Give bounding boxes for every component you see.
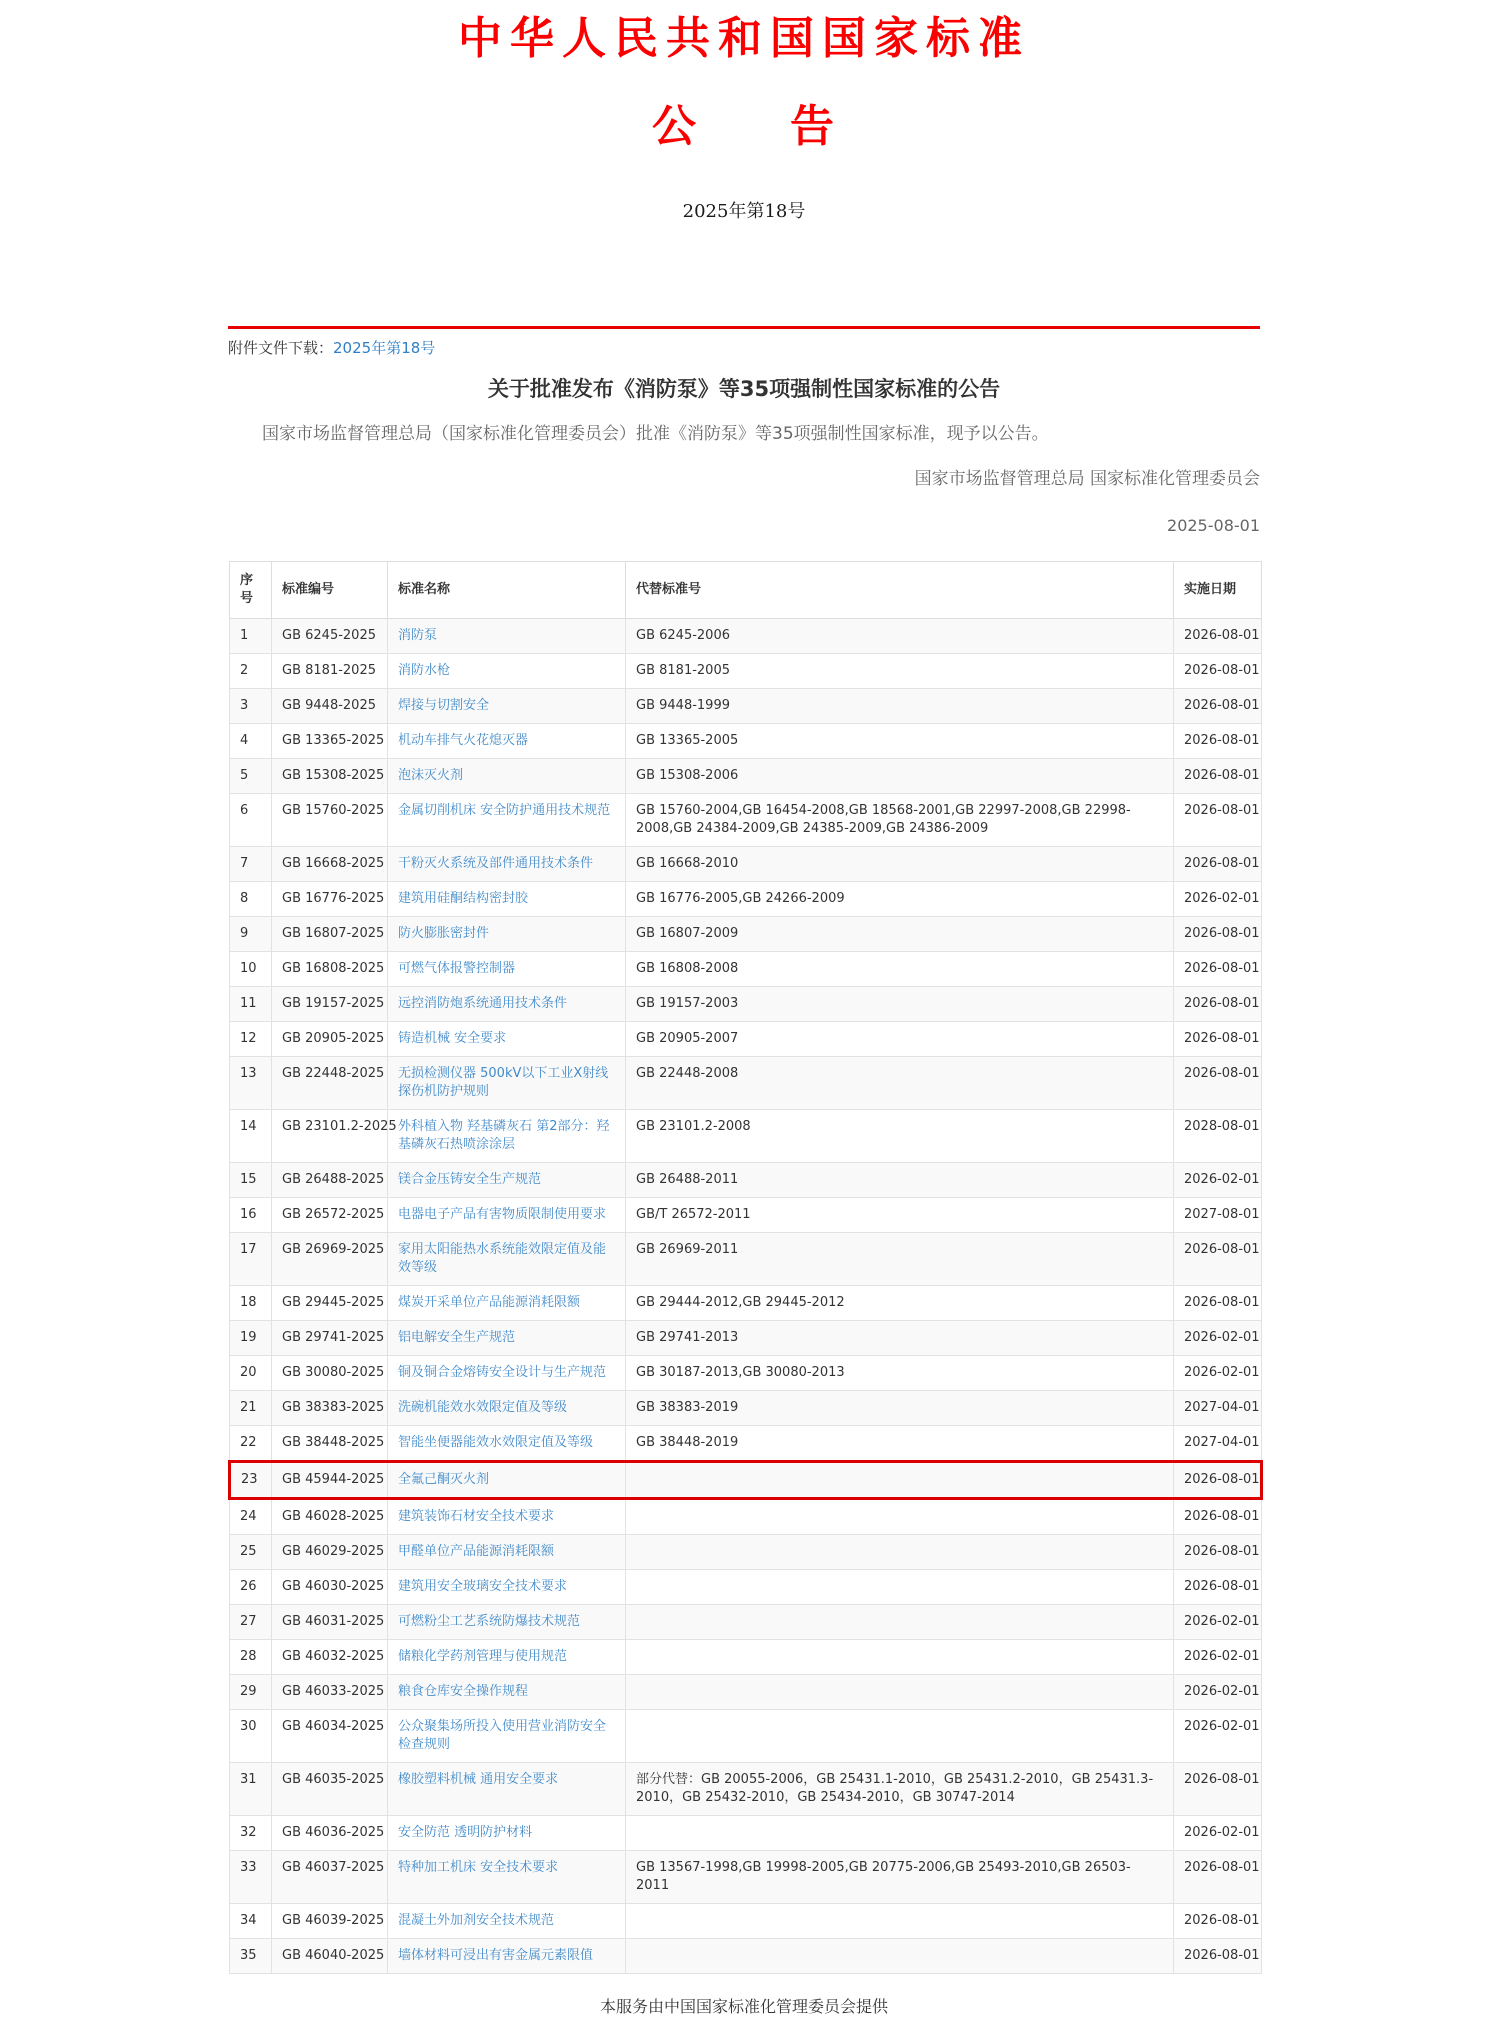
cell-standard-code: GB 46039-2025 — [272, 1904, 388, 1939]
cell-standard-name — [388, 724, 626, 759]
cell-implementation-date: 2026-02-01 — [1174, 1163, 1262, 1198]
table-row — [230, 794, 1262, 847]
cell-replaced-standards — [626, 1570, 1174, 1605]
table-row — [230, 1851, 1262, 1904]
cell-implementation-date: 2026-08-01 — [1174, 1763, 1262, 1816]
cell-replaced-standards: GB 8181-2005 — [626, 654, 1174, 689]
cell-replaced-standards — [626, 1939, 1174, 1974]
table-row — [230, 987, 1262, 1022]
cell-standard-code: GB 46032-2025 — [272, 1640, 388, 1675]
standards-table — [228, 561, 1263, 1974]
standard-name-link[interactable]: 防火膨胀密封件 — [398, 926, 490, 941]
cell-standard-code: GB 26969-2025 — [272, 1233, 388, 1286]
cell-replaced-standards: GB 6245-2006 — [626, 619, 1174, 654]
cell-standard-code: GB 15308-2025 — [272, 759, 388, 794]
cell-implementation-date: 2026-08-01 — [1174, 1570, 1262, 1605]
cell-implementation-date: 2026-08-01 — [1174, 1904, 1262, 1939]
standard-name-link[interactable]: 全氟己酮灭火剂 — [398, 1472, 490, 1487]
cell-standard-code: GB 16776-2025 — [272, 882, 388, 917]
cell-index: 31 — [230, 1763, 272, 1816]
table-row — [230, 952, 1262, 987]
cell-standard-code: GB 16808-2025 — [272, 952, 388, 987]
standard-name-link[interactable]: 远控消防炮系统通用技术条件 — [398, 996, 568, 1011]
table-row — [230, 1499, 1262, 1535]
cell-implementation-date: 2026-08-01 — [1174, 1535, 1262, 1570]
cell-standard-name — [388, 1110, 626, 1163]
cell-implementation-date: 2026-02-01 — [1174, 1675, 1262, 1710]
cell-standard-name — [388, 759, 626, 794]
standard-name-link[interactable]: 泡沫灭火剂 — [398, 768, 464, 783]
cell-implementation-date: 2026-08-01 — [1174, 1022, 1262, 1057]
cell-index: 3 — [230, 689, 272, 724]
cell-standard-code: GB 29741-2025 — [272, 1321, 388, 1356]
table-row — [230, 1675, 1262, 1710]
cell-standard-name — [388, 987, 626, 1022]
standards-table-body — [230, 619, 1262, 1974]
cell-implementation-date: 2026-02-01 — [1174, 1321, 1262, 1356]
standards-table-header-row — [230, 562, 1262, 619]
cell-index: 10 — [230, 952, 272, 987]
table-row — [230, 917, 1262, 952]
cell-index: 2 — [230, 654, 272, 689]
cell-standard-name — [388, 689, 626, 724]
cell-standard-code: GB 26488-2025 — [272, 1163, 388, 1198]
cell-standard-code: GB 38383-2025 — [272, 1391, 388, 1426]
cell-replaced-standards: GB 16776-2005,GB 24266-2009 — [626, 882, 1174, 917]
cell-replaced-standards — [626, 1710, 1174, 1763]
cell-index: 25 — [230, 1535, 272, 1570]
table-row — [230, 1286, 1262, 1321]
attachment-row — [228, 338, 1260, 358]
cell-replaced-standards — [626, 1904, 1174, 1939]
standard-name-link[interactable]: 外科植入物 羟基磷灰石 第2部分：羟基磷灰石热喷涂涂层 — [398, 1119, 610, 1152]
table-row — [230, 1904, 1262, 1939]
issue-number: 2025年第18号 — [682, 201, 806, 222]
cell-index: 35 — [230, 1939, 272, 1974]
table-row — [230, 1710, 1262, 1763]
notice-title: 公 告 — [652, 101, 836, 152]
cell-standard-code: GB 16668-2025 — [272, 847, 388, 882]
cell-replaced-standards: GB 15760-2004,GB 16454-2008,GB 18568-2001,GB 22997-2008,GB 22998-2008,GB 24384-2009,GB 24385-2009,GB 24386-2009 — [626, 794, 1174, 847]
cell-standard-name — [388, 1022, 626, 1057]
table-row — [230, 1198, 1262, 1233]
table-row — [230, 882, 1262, 917]
cell-standard-code: GB 20905-2025 — [272, 1022, 388, 1057]
cell-replaced-standards: GB 20905-2007 — [626, 1022, 1174, 1057]
standard-name-link[interactable]: 焊接与切割安全 — [398, 698, 490, 713]
cell-replaced-standards: GB 15308-2006 — [626, 759, 1174, 794]
table-row — [230, 847, 1262, 882]
cell-standard-name — [388, 1426, 626, 1462]
cell-index: 21 — [230, 1391, 272, 1426]
standard-name-link[interactable]: 安全防范 透明防护材料 — [398, 1825, 533, 1840]
cell-index: 28 — [230, 1640, 272, 1675]
table-row — [230, 1763, 1262, 1816]
cell-replaced-standards: GB/T 26572-2011 — [626, 1198, 1174, 1233]
cell-replaced-standards: GB 19157-2003 — [626, 987, 1174, 1022]
standard-name-link[interactable]: 金属切削机床 安全防护通用技术规范 — [398, 803, 611, 818]
cell-implementation-date: 2026-08-01 — [1174, 1233, 1262, 1286]
cell-implementation-date: 2026-02-01 — [1174, 1356, 1262, 1391]
standard-name-link[interactable]: 建筑用安全玻璃安全技术要求 — [398, 1579, 568, 1594]
cell-standard-code: GB 23101.2-2025 — [272, 1110, 388, 1163]
cell-implementation-date: 2026-08-01 — [1174, 847, 1262, 882]
cell-index: 23 — [230, 1462, 272, 1499]
cell-implementation-date: 2027-04-01 — [1174, 1426, 1262, 1462]
cell-index: 11 — [230, 987, 272, 1022]
cell-replaced-standards: GB 26969-2011 — [626, 1233, 1174, 1286]
standard-name-link[interactable]: 智能坐便器能效水效限定值及等级 — [398, 1435, 594, 1450]
table-row — [230, 1939, 1262, 1974]
cell-replaced-standards: GB 29741-2013 — [626, 1321, 1174, 1356]
cell-standard-name — [388, 1198, 626, 1233]
cell-standard-code: GB 46034-2025 — [272, 1710, 388, 1763]
cell-standard-code: GB 46029-2025 — [272, 1535, 388, 1570]
standard-name-link[interactable]: 电器电子产品有害物质限制使用要求 — [398, 1207, 607, 1222]
cell-implementation-date: 2026-08-01 — [1174, 1286, 1262, 1321]
cell-index: 13 — [230, 1057, 272, 1110]
cell-standard-code: GB 6245-2025 — [272, 619, 388, 654]
cell-standard-code: GB 9448-2025 — [272, 689, 388, 724]
table-row — [230, 1321, 1262, 1356]
table-row — [230, 1391, 1262, 1426]
cell-implementation-date: 2026-08-01 — [1174, 1057, 1262, 1110]
standard-name-link[interactable]: 建筑用硅酮结构密封胶 — [398, 891, 529, 906]
cell-implementation-date: 2026-02-01 — [1174, 1605, 1262, 1640]
table-row — [230, 1356, 1262, 1391]
cell-index: 15 — [230, 1163, 272, 1198]
cell-standard-code: GB 45944-2025 — [272, 1462, 388, 1499]
cell-index: 9 — [230, 917, 272, 952]
standard-name-link[interactable]: 可燃气体报警控制器 — [398, 961, 516, 976]
cell-standard-code: GB 16807-2025 — [272, 917, 388, 952]
cell-standard-code: GB 13365-2025 — [272, 724, 388, 759]
cell-replaced-standards: GB 23101.2-2008 — [626, 1110, 1174, 1163]
cell-implementation-date: 2026-08-01 — [1174, 654, 1262, 689]
cell-standard-code: GB 46033-2025 — [272, 1675, 388, 1710]
cell-standard-name — [388, 1462, 626, 1499]
table-row — [230, 619, 1262, 654]
table-row — [230, 1233, 1262, 1286]
table-row — [230, 1605, 1262, 1640]
cell-implementation-date: 2027-08-01 — [1174, 1198, 1262, 1233]
cell-standard-name — [388, 1763, 626, 1816]
cell-standard-name — [388, 794, 626, 847]
col-header-index: 序号 — [230, 562, 272, 619]
standard-name-link[interactable]: 洗碗机能效水效限定值及等级 — [398, 1400, 568, 1415]
cell-standard-name — [388, 882, 626, 917]
cell-index: 24 — [230, 1499, 272, 1535]
col-header-name: 标准名称 — [388, 562, 626, 619]
standard-name-link[interactable]: 墙体材料可浸出有害金属元素限值 — [398, 1948, 594, 1963]
cell-replaced-standards: GB 26488-2011 — [626, 1163, 1174, 1198]
cell-index: 22 — [230, 1426, 272, 1462]
cell-standard-name — [388, 1605, 626, 1640]
table-row — [230, 1110, 1262, 1163]
cell-replaced-standards: GB 9448-1999 — [626, 689, 1174, 724]
cell-replaced-standards: GB 29444-2012,GB 29445-2012 — [626, 1286, 1174, 1321]
cell-implementation-date: 2026-08-01 — [1174, 1499, 1262, 1535]
cell-standard-name — [388, 1163, 626, 1198]
cell-standard-code: GB 30080-2025 — [272, 1356, 388, 1391]
cell-implementation-date: 2026-02-01 — [1174, 1640, 1262, 1675]
cell-standard-code: GB 8181-2025 — [272, 654, 388, 689]
cell-standard-code: GB 46036-2025 — [272, 1816, 388, 1851]
cell-standard-name — [388, 1816, 626, 1851]
cell-standard-code: GB 46035-2025 — [272, 1763, 388, 1816]
cell-standard-name — [388, 1535, 626, 1570]
table-row — [230, 1535, 1262, 1570]
announcement-title: 关于批准发布《消防泵》等35项强制性国家标准的公告 — [487, 377, 1001, 401]
cell-implementation-date: 2026-08-01 — [1174, 619, 1262, 654]
cell-standard-name — [388, 1851, 626, 1904]
standard-name-link[interactable]: 建筑装饰石材安全技术要求 — [398, 1509, 555, 1524]
col-header-date: 实施日期 — [1174, 562, 1262, 619]
standard-name-link[interactable]: 消防泵 — [398, 628, 438, 643]
cell-replaced-standards: GB 16668-2010 — [626, 847, 1174, 882]
cell-index: 17 — [230, 1233, 272, 1286]
cell-index: 1 — [230, 619, 272, 654]
cell-index: 20 — [230, 1356, 272, 1391]
cell-replaced-standards — [626, 1535, 1174, 1570]
cell-implementation-date: 2026-02-01 — [1174, 882, 1262, 917]
cell-index: 6 — [230, 794, 272, 847]
cell-index: 26 — [230, 1570, 272, 1605]
cell-replaced-standards: GB 16807-2009 — [626, 917, 1174, 952]
site-footer: 本服务由中国国家标准化管理委员会提供 — [599, 1997, 888, 2016]
cell-standard-name — [388, 1356, 626, 1391]
cell-replaced-standards: GB 30187-2013,GB 30080-2013 — [626, 1356, 1174, 1391]
standard-name-link[interactable]: 煤炭开采单位产品能源消耗限额 — [398, 1295, 581, 1310]
standard-name-link[interactable]: 混凝土外加剂安全技术规范 — [398, 1913, 555, 1928]
cell-standard-name — [388, 1286, 626, 1321]
cell-standard-code: GB 15760-2025 — [272, 794, 388, 847]
cell-standard-name — [388, 1675, 626, 1710]
cell-replaced-standards: GB 16808-2008 — [626, 952, 1174, 987]
cell-index: 30 — [230, 1710, 272, 1763]
cell-implementation-date: 2026-08-01 — [1174, 917, 1262, 952]
table-row — [230, 1163, 1262, 1198]
cell-index: 34 — [230, 1904, 272, 1939]
cell-replaced-standards — [626, 1462, 1174, 1499]
cell-standard-name — [388, 1057, 626, 1110]
cell-implementation-date: 2026-08-01 — [1174, 724, 1262, 759]
standard-name-link[interactable]: 干粉灭火系统及部件通用技术条件 — [398, 856, 594, 871]
cell-index: 29 — [230, 1675, 272, 1710]
cell-implementation-date: 2026-08-01 — [1174, 794, 1262, 847]
cell-replaced-standards: GB 38448-2019 — [626, 1426, 1174, 1462]
standard-name-link[interactable]: 公众聚集场所投入使用营业消防安全检查规则 — [398, 1719, 607, 1752]
standard-name-link[interactable]: 铜及铜合金熔铸安全设计与生产规范 — [398, 1365, 607, 1380]
cell-standard-name — [388, 1391, 626, 1426]
announcement-body: 国家市场监督管理总局（国家标准化管理委员会）批准《消防泵》等35项强制性国家标准，现予以公告。 — [262, 424, 1049, 444]
cell-implementation-date: 2026-08-01 — [1174, 1939, 1262, 1974]
table-row — [230, 1462, 1262, 1499]
cell-index: 7 — [230, 847, 272, 882]
cell-standard-code: GB 46028-2025 — [272, 1499, 388, 1535]
cell-implementation-date: 2027-04-01 — [1174, 1391, 1262, 1426]
table-row — [230, 1426, 1262, 1462]
table-row — [230, 689, 1262, 724]
cell-standard-name — [388, 1904, 626, 1939]
cell-index: 4 — [230, 724, 272, 759]
col-header-code: 标准编号 — [272, 562, 388, 619]
standard-name-link[interactable]: 储粮化学药剂管理与使用规范 — [398, 1649, 568, 1664]
cell-standard-code: GB 19157-2025 — [272, 987, 388, 1022]
col-header-replaces: 代替标准号 — [626, 562, 1174, 619]
cell-standard-code: GB 38448-2025 — [272, 1426, 388, 1462]
cell-replaced-standards — [626, 1640, 1174, 1675]
cell-index: 5 — [230, 759, 272, 794]
standard-name-link[interactable]: 特种加工机床 安全技术要求 — [398, 1860, 559, 1875]
cell-replaced-standards — [626, 1675, 1174, 1710]
cell-index: 18 — [230, 1286, 272, 1321]
standard-name-link[interactable]: 可燃粉尘工艺系统防爆技术规范 — [398, 1614, 581, 1629]
cell-replaced-standards: GB 13365-2005 — [626, 724, 1174, 759]
cell-standard-code: GB 46040-2025 — [272, 1939, 388, 1974]
cell-implementation-date: 2026-08-01 — [1174, 1851, 1262, 1904]
cell-index: 8 — [230, 882, 272, 917]
table-row — [230, 1022, 1262, 1057]
cell-implementation-date: 2026-02-01 — [1174, 1816, 1262, 1851]
page-title: 中华人民共和国国家标准 — [458, 13, 1030, 64]
cell-standard-name — [388, 952, 626, 987]
cell-replaced-standards: GB 22448-2008 — [626, 1057, 1174, 1110]
table-row — [230, 1570, 1262, 1605]
cell-implementation-date: 2026-08-01 — [1174, 987, 1262, 1022]
cell-standard-name — [388, 1321, 626, 1356]
standard-name-link[interactable]: 镁合金压铸安全生产规范 — [398, 1172, 542, 1187]
cell-index: 27 — [230, 1605, 272, 1640]
cell-replaced-standards: GB 13567-1998,GB 19998-2005,GB 20775-2006,GB 25493-2010,GB 26503-2011 — [626, 1851, 1174, 1904]
cell-index: 14 — [230, 1110, 272, 1163]
cell-standard-code: GB 22448-2025 — [272, 1057, 388, 1110]
standard-name-link[interactable]: 铝电解安全生产规范 — [398, 1330, 516, 1345]
cell-standard-name — [388, 619, 626, 654]
cell-index: 33 — [230, 1851, 272, 1904]
table-row — [230, 1057, 1262, 1110]
cell-standard-code: GB 46031-2025 — [272, 1605, 388, 1640]
cell-implementation-date: 2026-08-01 — [1174, 952, 1262, 987]
attachment-download-link[interactable]: 2025年第18号 — [333, 339, 436, 357]
publish-date: 2025-08-01 — [1167, 516, 1260, 535]
cell-index: 16 — [230, 1198, 272, 1233]
cell-implementation-date: 2026-08-01 — [1174, 689, 1262, 724]
standard-name-link[interactable]: 铸造机械 安全要求 — [398, 1031, 507, 1046]
table-row — [230, 759, 1262, 794]
table-row — [230, 654, 1262, 689]
cell-standard-code: GB 46037-2025 — [272, 1851, 388, 1904]
standard-name-link[interactable]: 无损检测仪器 500kV以下工业X射线探伤机防护规则 — [398, 1066, 609, 1099]
announcement-document — [228, 13, 1260, 2018]
cell-standard-name — [388, 1710, 626, 1763]
standard-name-link[interactable]: 消防水枪 — [398, 663, 451, 678]
cell-replaced-standards: GB 38383-2019 — [626, 1391, 1174, 1426]
cell-standard-name — [388, 1233, 626, 1286]
cell-replaced-standards — [626, 1816, 1174, 1851]
cell-implementation-date: 2028-08-01 — [1174, 1110, 1262, 1163]
table-row — [230, 1816, 1262, 1851]
cell-index: 12 — [230, 1022, 272, 1057]
cell-replaced-standards — [626, 1605, 1174, 1640]
cell-standard-name — [388, 1640, 626, 1675]
cell-implementation-date: 2026-08-01 — [1174, 1462, 1262, 1499]
cell-index: 32 — [230, 1816, 272, 1851]
cell-standard-name — [388, 1499, 626, 1535]
cell-standard-name — [388, 1939, 626, 1974]
cell-standard-code: GB 29445-2025 — [272, 1286, 388, 1321]
cell-replaced-standards: 部分代替：GB 20055-2006，GB 25431.1-2010，GB 25431.2-2010，GB 25431.3-2010，GB 25432-2010，GB 25434-2010，GB 30747-2014 — [626, 1763, 1174, 1816]
standard-name-link[interactable]: 粮食仓库安全操作规程 — [398, 1684, 529, 1699]
cell-index: 19 — [230, 1321, 272, 1356]
cell-standard-name — [388, 917, 626, 952]
table-row — [230, 724, 1262, 759]
standard-name-link[interactable]: 甲醛单位产品能源消耗限额 — [398, 1544, 555, 1559]
cell-standard-name — [388, 847, 626, 882]
cell-standard-name — [388, 1570, 626, 1605]
standard-name-link[interactable]: 机动车排气火花熄灭器 — [398, 733, 529, 748]
standard-name-link[interactable]: 家用太阳能热水系统能效限定值及能效等级 — [398, 1242, 607, 1275]
cell-implementation-date: 2026-02-01 — [1174, 1710, 1262, 1763]
red-divider — [228, 326, 1260, 329]
standard-name-link[interactable]: 橡胶塑料机械 通用安全要求 — [398, 1772, 559, 1787]
issuer-line: 国家市场监督管理总局 国家标准化管理委员会 — [914, 469, 1260, 489]
cell-standard-name — [388, 654, 626, 689]
cell-replaced-standards — [626, 1499, 1174, 1535]
cell-implementation-date: 2026-08-01 — [1174, 759, 1262, 794]
attachment-label: 附件文件下载： — [228, 339, 334, 357]
cell-standard-code: GB 26572-2025 — [272, 1198, 388, 1233]
cell-standard-code: GB 46030-2025 — [272, 1570, 388, 1605]
table-row — [230, 1640, 1262, 1675]
